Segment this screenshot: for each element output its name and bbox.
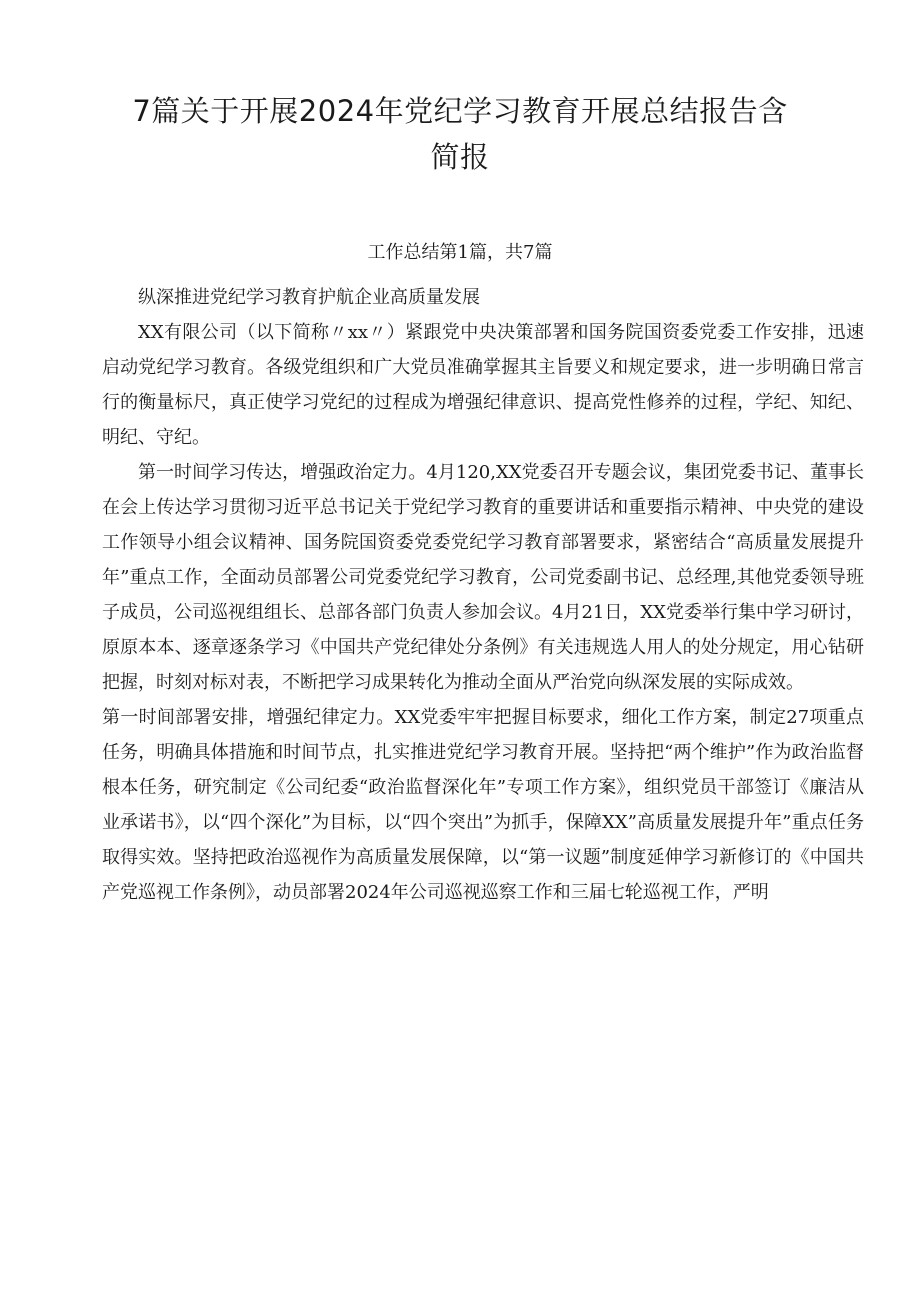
paragraph: 第一时间部署安排，增强纪律定力。XX党委牢牢把握目标要求，细化工作方案，制定27项重点任务，明确具体措施和时间节点，扎实推进党纪学习教育开展。坚持把“两个维护”作为政治监督根本任务，研究制定《公司纪委“政治监督深化年”专项工作方案》，组织党员干部签订《廉洁从业承诺书》，以“四个深化”为目标，以“四个突出”为抓手，保障XX”高质量发展提升年”重点任务取得实效。坚持把政治巡视作为高质量发展保障，以“第一议题”制度延伸学习新修订的《中国共产党巡视工作条例》，动员部署2024年公司巡视巡察工作和三届七轮巡视工作，严明 [102, 707, 864, 903]
document-body [102, 280, 864, 910]
paragraph: XX有限公司（以下简称〃xx〃）紧跟党中央决策部署和国务院国资委党委工作安排，迅速启动党纪学习教育。各级党组织和广大党员准确掌握其主旨要义和规定要求，进一步明确日常言行的衡量标尺，真正使学习党纪的过程成为增强纪律意识、提高党性修养的过程，学纪、知纪、明纪、守纪。 [102, 322, 864, 448]
document-title: 7篇关于开展2024年党纪学习教育开展总结报告含简报 [132, 94, 788, 174]
section-heading: 纵深推进党纪学习教育护航企业高质量发展 [138, 287, 480, 308]
document-subtitle: 工作总结第1篇，共7篇 [367, 242, 553, 263]
paragraph: 第一时间学习传达，增强政治定力。4月120,XX党委召开专题会议，集团党委书记、董事长在会上传达学习贯彻习近平总书记关于党纪学习教育的重要讲话和重要指示精神、中央党的建设工作领导小组会议精神、国务院国资委党委党纪学习教育部署要求，紧密结合“高质量发展提升年”重点工作，全面动员部署公司党委党纪学习教育，公司党委副书记、总经理,其他党委领导班子成员，公司巡视组组长、总部各部门负责人参加会议。4月21日，XX党委举行集中学习研讨，原原本本、逐章逐条学习《中国共产党纪律处分条例》有关违规选人用人的处分规定，用心钻研把握，时刻对标对表，不断把学习成果转化为推动全面从严治党向纵深发展的实际成效。 [102, 462, 864, 693]
